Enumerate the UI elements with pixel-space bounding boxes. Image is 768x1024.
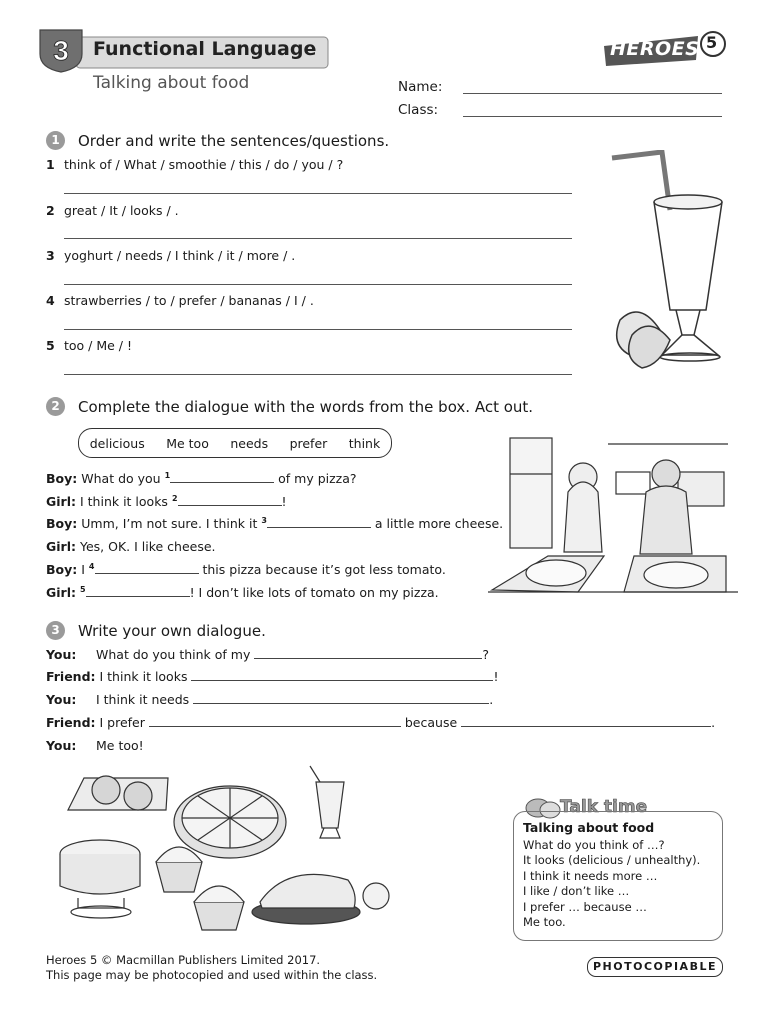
word-me-too: Me too — [166, 435, 209, 451]
class-field[interactable] — [463, 116, 722, 117]
dialogue-line-5: Boy: I $^4$ this pizza because it’s got less tomato. — [46, 562, 446, 578]
phrase: I prefer … because … — [523, 899, 647, 914]
own-dialogue-blank-1[interactable] — [254, 647, 482, 659]
name-field[interactable] — [463, 93, 722, 94]
exercise-1-number: 1 — [46, 131, 65, 150]
phrase: I like / don’t like … — [523, 884, 630, 899]
class-label: Class: — [398, 102, 439, 118]
ex1-answer-line-2[interactable] — [64, 238, 572, 239]
ex1-answer-line-5[interactable] — [64, 374, 572, 375]
own-dialogue-blank-4b[interactable] — [461, 715, 711, 727]
ex1-answer-line-1[interactable] — [64, 193, 572, 194]
logo-level: 5 — [706, 33, 718, 52]
dialogue-line-2: Girl: I think it looks $^2$ ! — [46, 494, 287, 510]
dialogue-blank-2[interactable] — [178, 494, 282, 506]
ex1-item-4: 4 strawberries / to / prefer / bananas / I / . — [46, 293, 314, 308]
phrase: I think it needs more … — [523, 868, 658, 883]
footer-copyright: Heroes 5 © Macmillan Publishers Limited 2017. This page may be photocopied and used within the class. — [46, 953, 378, 982]
own-dialogue-line-2: Friend: I think it looks ! — [46, 669, 499, 684]
own-dialogue-line-5: You: Me too! — [46, 738, 144, 753]
dialogue-line-3: Boy: Umm, I’m not sure. I think it $^3$ a little more cheese. — [46, 516, 504, 532]
word-box — [78, 428, 392, 458]
word-think: think — [348, 435, 381, 451]
unit-number: 3 — [53, 35, 69, 66]
page-subtitle: Talking about food — [93, 73, 250, 93]
dialogue-blank-5[interactable] — [86, 585, 190, 597]
dialogue-blank-1[interactable] — [170, 471, 274, 483]
ex1-item-3: 3 yoghurt / needs / I think / it / more / . — [46, 248, 296, 263]
dialogue-blank-4[interactable] — [95, 562, 199, 574]
exercise-1-instruction: Order and write the sentences/questions. — [78, 132, 390, 150]
talk-time-badge: Talk time — [524, 797, 674, 821]
kitchen-illustration — [488, 432, 740, 610]
ex1-answer-line-3[interactable] — [64, 284, 572, 285]
phrase: Me too. — [523, 915, 566, 930]
dialogue-blank-3[interactable] — [267, 516, 371, 528]
word-prefer: prefer — [289, 435, 328, 451]
exercise-3-instruction: Write your own dialogue. — [78, 622, 266, 640]
smoothie-illustration — [590, 150, 730, 380]
exercise-3-number: 3 — [46, 621, 65, 640]
word-needs: needs — [230, 435, 269, 451]
own-dialogue-line-4: Friend: I prefer because . — [46, 715, 716, 730]
logo-text: HEROES — [610, 38, 700, 60]
own-dialogue-line-3: You: I think it needs . — [46, 692, 494, 707]
dialogue-line-4: Girl: Yes, OK. I like cheese. — [46, 539, 216, 554]
word-delicious: delicious — [89, 435, 145, 451]
heroes-logo — [600, 30, 730, 68]
food-illustration — [48, 762, 400, 934]
dialogue-line-1: Boy: What do you $^1$ of my pizza? — [46, 471, 357, 487]
ex1-item-2: 2 great / It / looks / . — [46, 203, 179, 218]
phrase: What do you think of …? — [523, 838, 665, 852]
ex1-item-5: 5 too / Me / ! — [46, 338, 132, 353]
exercise-2-number: 2 — [46, 397, 65, 416]
talk-time-phrases — [523, 838, 700, 930]
exercise-2-instruction: Complete the dialogue with the words from the box. Act out. — [78, 398, 534, 416]
ex1-item-1: 1 think of / What / smoothie / this / do / you / ? — [46, 157, 344, 172]
dialogue-line-6: Girl: $^5$ ! I don’t like lots of tomato on my pizza. — [46, 585, 439, 601]
talk-time-title: Talking about food — [523, 820, 655, 835]
ex1-answer-line-4[interactable] — [64, 329, 572, 330]
name-label: Name: — [398, 79, 443, 95]
phrase: It looks (delicious / unhealthy). — [523, 853, 701, 868]
photocopiable-badge: PHOTOCOPIABLE — [587, 957, 723, 977]
own-dialogue-blank-4a[interactable] — [149, 715, 401, 727]
own-dialogue-blank-3[interactable] — [193, 692, 489, 704]
page-title: Functional Language — [93, 38, 317, 60]
own-dialogue-blank-2[interactable] — [191, 669, 493, 681]
own-dialogue-line-1: You: What do you think of my ? — [46, 647, 489, 662]
